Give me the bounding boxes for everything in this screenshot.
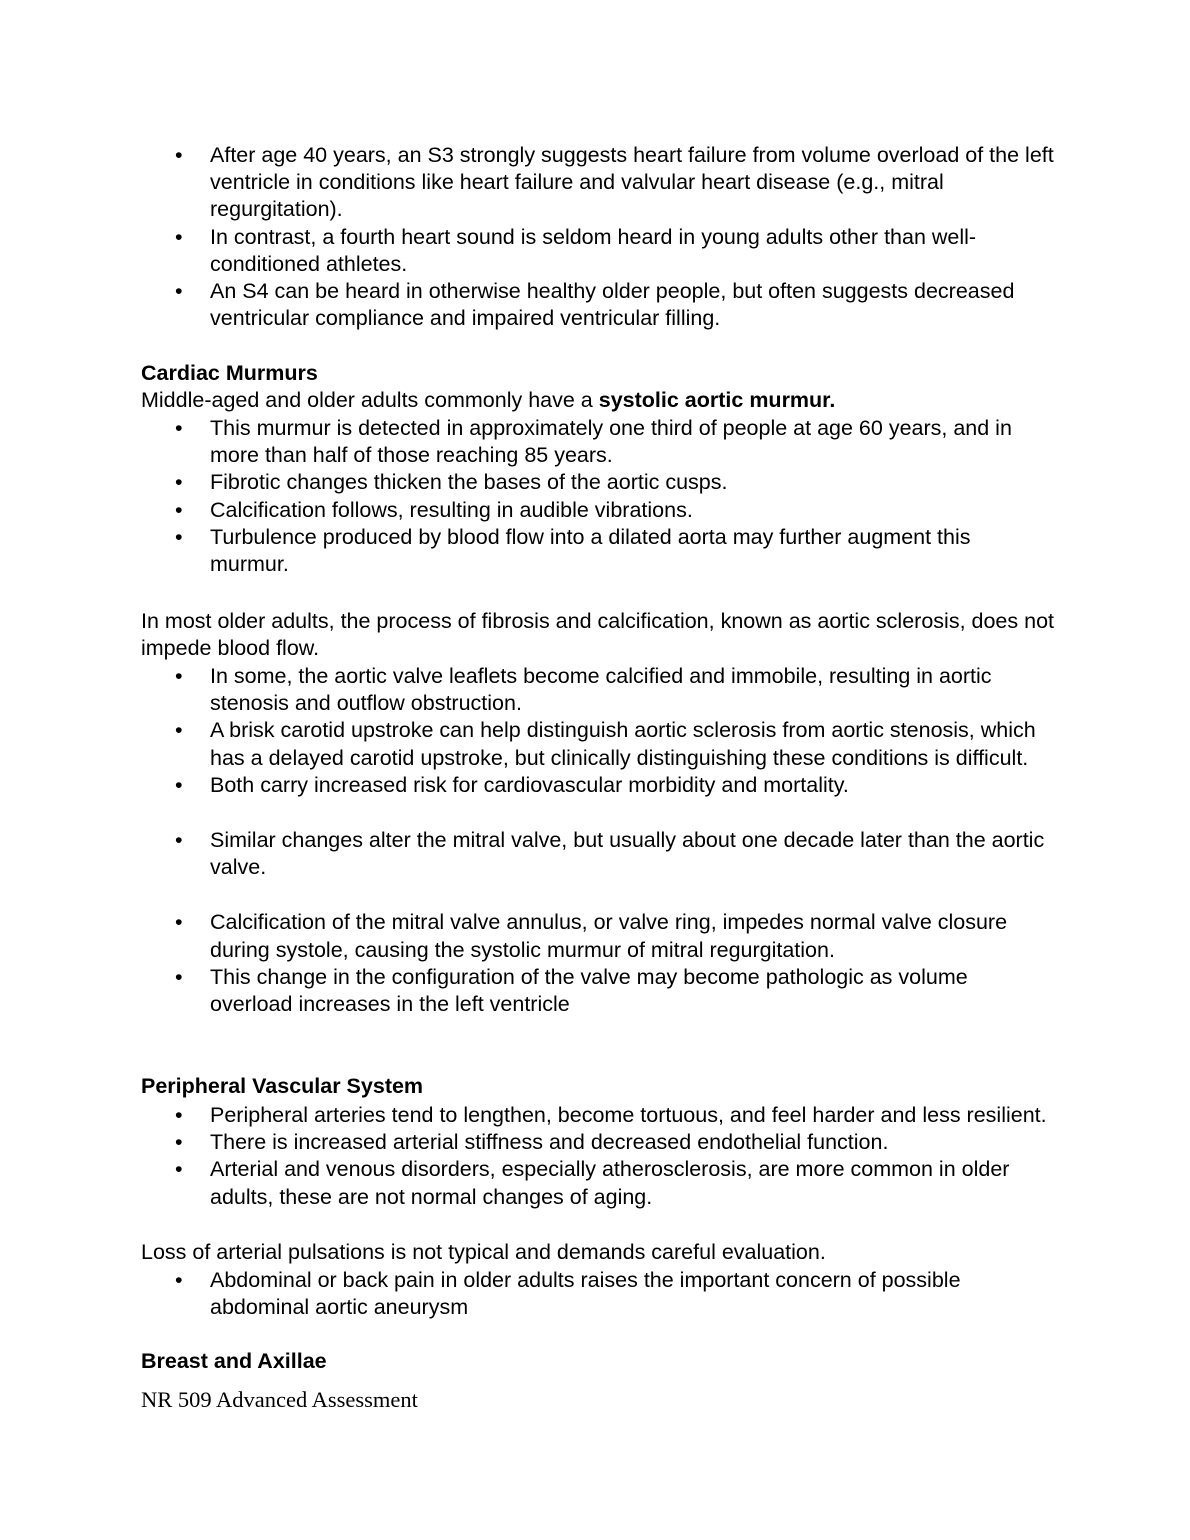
list-item: • This change in the configuration of the valve may become pathologic as volume overload increases in the left ventricle bbox=[0, 964, 1055, 1018]
aortic-sclerosis-paragraph: In most older adults, the process of fibrosis and calcification, known as aortic sclerosis, does not impede blood flow. bbox=[141, 609, 1054, 661]
list-item: • An S4 can be heard in otherwise healthy older people, but often suggests decreased ventricular compliance and impaired ventricular filling. bbox=[0, 278, 1055, 332]
cardiac-murmurs-heading: Cardiac Murmurs bbox=[141, 361, 318, 385]
heart-sounds-bullet-list bbox=[0, 142, 1190, 332]
page-footer: NR 509 Advanced Assessment bbox=[141, 1387, 418, 1412]
intro-text: Middle-aged and older adults commonly have a bbox=[141, 388, 599, 412]
peripheral-vascular-bullet-list bbox=[0, 1102, 1190, 1211]
list-item: • Abdominal or back pain in older adults raises the important concern of possible abdominal aortic aneurysm bbox=[0, 1267, 1055, 1321]
breast-axillae-heading: Breast and Axillae bbox=[141, 1349, 327, 1373]
list-item: • Both carry increased risk for cardiovascular morbidity and mortality. bbox=[0, 772, 1055, 799]
list-item: • A brisk carotid upstroke can help distinguish aortic sclerosis from aortic stenosis, which has a delayed carotid upstroke, but clinically distinguishing these conditions is difficult. bbox=[0, 717, 1055, 771]
list-item: • Peripheral arteries tend to lengthen, become tortuous, and feel harder and less resilient. bbox=[0, 1102, 1055, 1129]
peripheral-vascular-heading: Peripheral Vascular System bbox=[141, 1074, 424, 1098]
list-item: • Calcification follows, resulting in audible vibrations. bbox=[0, 497, 1055, 524]
list-item: • After age 40 years, an S3 strongly suggests heart failure from volume overload of the left ventricle in conditions like heart failure and valvular heart disease (e.g., mitral regurgitation). bbox=[0, 142, 1055, 224]
cardiac-murmurs-intro bbox=[141, 387, 1061, 414]
aortic-murmur-bullet-list bbox=[0, 415, 1190, 578]
list-item: • In contrast, a fourth heart sound is seldom heard in young adults other than well-conditioned athletes. bbox=[0, 224, 1055, 278]
list-item: • This murmur is detected in approximately one third of people at age 60 years, and in more than half of those reaching 85 years. bbox=[0, 415, 1055, 469]
aortic-stenosis-bullet-list bbox=[0, 663, 1190, 1018]
list-item: • In some, the aortic valve leaflets become calcified and immobile, resulting in aortic stenosis and outflow obstruction. bbox=[0, 663, 1055, 717]
list-item: • Fibrotic changes thicken the bases of the aortic cusps. bbox=[0, 469, 1055, 496]
list-item: • Calcification of the mitral valve annulus, or valve ring, impedes normal valve closure during systole, causing the systolic murmur of mitral regurgitation. bbox=[0, 909, 1055, 963]
arterial-pulsations-paragraph: Loss of arterial pulsations is not typical and demands careful evaluation. bbox=[141, 1240, 826, 1264]
intro-bold-text: systolic aortic murmur. bbox=[598, 388, 836, 412]
aneurysm-bullet-list bbox=[0, 1267, 1190, 1321]
list-item: • Similar changes alter the mitral valve, but usually about one decade later than the aortic valve. bbox=[0, 827, 1055, 881]
list-item: • There is increased arterial stiffness and decreased endothelial function. bbox=[0, 1129, 1055, 1156]
list-item: • Turbulence produced by blood flow into a dilated aorta may further augment this murmur. bbox=[0, 524, 1055, 578]
list-item: • Arterial and venous disorders, especially atherosclerosis, are more common in older adults, these are not normal changes of aging. bbox=[0, 1156, 1055, 1210]
